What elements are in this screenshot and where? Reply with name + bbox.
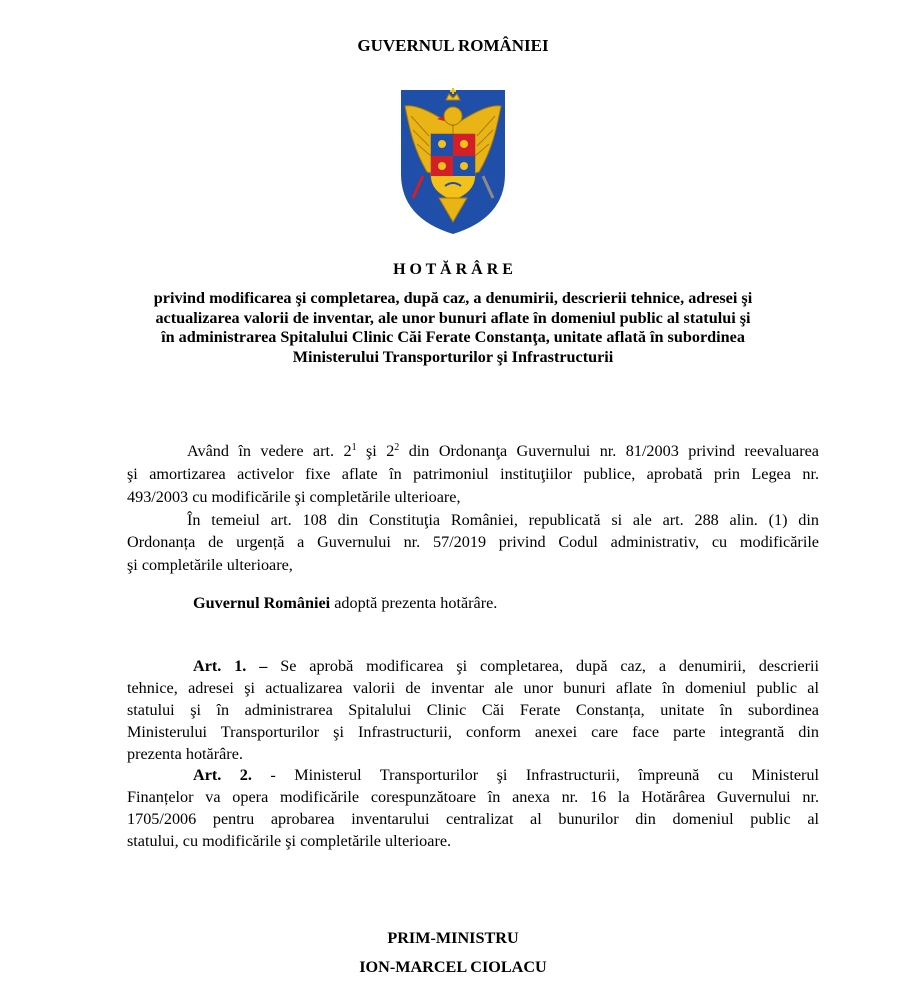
text: adoptă prezenta hotărâre. [330, 594, 498, 612]
art2-line1 [193, 765, 819, 785]
preamble-p2-line2: Ordonanța de urgență a Guvernului nr. 57/2019 privind Codul administrativ, cu modificările [127, 533, 819, 551]
subject-line: actualizarea valorii de inventar, ale unor bunuri aflate în domeniul public al statului şi [155, 308, 751, 327]
text: Având în vedere art. 2 [187, 442, 352, 460]
art2-line4: statului, cu modificările şi completările ulterioare. [127, 832, 452, 850]
signature-role: PRIM-MINISTRU [387, 929, 519, 947]
text: din Ordonanţa Guvernului nr. 81/2003 privind reevaluarea [399, 442, 819, 460]
subject-line: privind modificarea şi completarea, după caz, a denumirii, descrierii tehnice, adresei şi [153, 289, 753, 307]
art1-line2: tehnice, adresei şi actualizarea valorii de inventar ale unor bunuri aflate în domeniul public al [127, 679, 819, 697]
art1-line1 [193, 656, 819, 676]
adoption-line [193, 593, 497, 613]
superscript: 1 [351, 442, 357, 453]
subject-line: în administrarea Spitalului Clinic Căi Ferate Constanţa, unitate aflată în subordinea [161, 328, 745, 346]
decision-subject [0, 289, 906, 367]
coat-of-arms-icon [395, 86, 511, 236]
art1-line4: Ministerului Transporturilor şi Infrastructurii, conform anexei care face parte integrantă din [127, 723, 819, 741]
subject-line: Ministerului Transporturilor şi Infrastructurii [292, 347, 614, 366]
text: - Ministerul Transporturilor şi Infrastructurii, împreună cu Ministerul [251, 766, 819, 784]
art1-line5: prezenta hotărâre. [127, 745, 243, 763]
article-label: Art. 1. – [193, 657, 268, 675]
article-label: Art. 2. [193, 766, 252, 784]
text: şi 2 [356, 442, 395, 460]
decision-type: H O T Ă R Â R E [393, 261, 513, 278]
signature-name: ION-MARCEL CIOLACU [359, 958, 547, 976]
preamble-p2-line1: În temeiul art. 108 din Constituţia României, republicată si ale art. 288 alin. (1) din [187, 511, 819, 529]
preamble-p1-line1 [187, 441, 819, 461]
government-title: GUVERNUL ROMÂNIEI [357, 36, 549, 55]
government-name: Guvernul României [193, 594, 331, 612]
art2-line3: 1705/2006 pentru aprobarea inventarului centralizat al bunurilor din domeniul public al [127, 810, 819, 828]
preamble-p2-line3: şi completările ulterioare, [127, 556, 293, 574]
superscript: 2 [394, 442, 400, 453]
art2-line2: Finanțelor va opera modificările corespunzătoare în anexa nr. 16 la Hotărârea Guvernului nr. [127, 788, 819, 806]
preamble-p1-line3: 493/2003 cu modificările şi completările ulterioare, [127, 488, 461, 506]
text: Se aprobă modificarea şi completarea, după caz, a denumirii, descrierii [267, 657, 820, 675]
art1-line3: statului şi în administrarea Spitalului Clinic Căi Ferate Constanța, unitate în subordinea [127, 701, 819, 719]
preamble-p1-line2: şi amortizarea activelor fixe aflate în patrimoniul instituţiilor publice, aprobată prin Legea nr. [127, 465, 819, 483]
